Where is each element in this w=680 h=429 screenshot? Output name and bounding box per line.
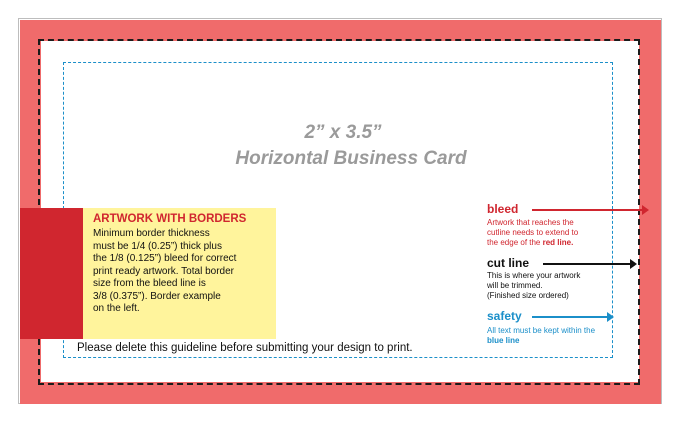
bleed-legend-description — [487, 218, 578, 248]
cut-line-legend-line: will be trimmed. — [487, 281, 543, 290]
border-example-swatch — [20, 208, 83, 339]
safety-legend-line — [487, 336, 595, 346]
cut-line-arrow-icon — [543, 263, 631, 265]
delete-guideline-notice: Please delete this guideline before submitting your design to print. — [77, 342, 413, 354]
card-title — [0, 122, 680, 170]
bleed-legend-line: cutline needs to extend to — [487, 228, 579, 237]
safety-arrow-icon — [532, 316, 608, 318]
bleed-legend-line: Artwork that reaches the — [487, 218, 574, 227]
safety-legend-title: safety — [487, 309, 522, 323]
border-note-line: the 1/8 (0.125”) bleed for correct — [93, 253, 237, 264]
cut-line-legend-line: (Finished size ordered) — [487, 291, 569, 300]
bleed-arrow-icon — [532, 209, 643, 211]
bleed-legend-emphasis: red line. — [542, 238, 574, 247]
safety-legend-description — [487, 326, 595, 346]
border-note-heading: ARTWORK WITH BORDERS — [93, 213, 247, 225]
bleed-legend-line — [487, 238, 578, 248]
border-note-line: on the left. — [93, 303, 140, 314]
border-note-line: Minimum border thickness — [93, 228, 210, 239]
card-size-label: 2” x 3.5” — [304, 122, 382, 143]
safety-legend-emphasis: blue line — [487, 336, 520, 345]
cut-line-legend-line: This is where your artwork — [487, 271, 581, 280]
card-type-label: Horizontal Business Card — [235, 148, 467, 169]
bleed-legend-title: bleed — [487, 202, 519, 216]
border-note-line: must be 1/4 (0.25”) thick plus — [93, 240, 222, 252]
border-note-line: size from the bleed line is — [93, 278, 206, 289]
cut-line-legend-description — [487, 271, 580, 301]
safety-legend-line: All text must be kept within the — [487, 326, 596, 335]
border-note-line: 3/8 (0.375”). Border example — [93, 290, 221, 302]
border-note-line: print ready artwork. Total border — [93, 265, 234, 277]
border-note-body — [93, 228, 273, 316]
bleed-legend-text: the edge of the — [487, 238, 543, 247]
cut-line-legend-title: cut line — [487, 256, 530, 270]
